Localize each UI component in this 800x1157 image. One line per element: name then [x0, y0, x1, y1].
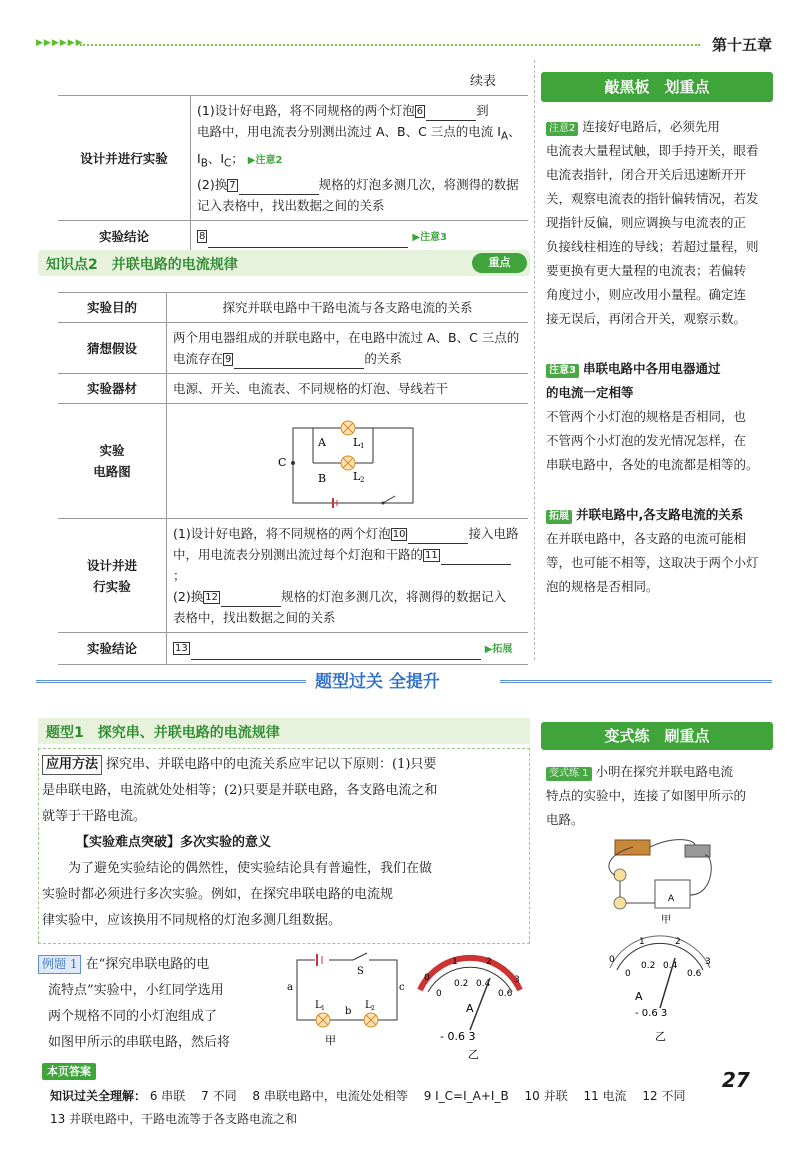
example-tag: 例题 1 [38, 955, 81, 974]
ammeter-dial [410, 950, 530, 1060]
svg-text:甲: 甲 [661, 915, 671, 925]
table-series-continued [58, 95, 528, 253]
svg-text:0.4: 0.4 [663, 961, 678, 971]
note2-tag: 注意2 [546, 122, 578, 136]
svg-text:B: B [318, 472, 327, 485]
svg-text:S: S [357, 966, 364, 977]
table-row [58, 633, 528, 665]
extend-tag: 拓展 [546, 510, 572, 524]
svg-text:0.6: 0.6 [687, 969, 702, 979]
row-content: 8 ▶注意3 [191, 221, 529, 253]
table-row [58, 96, 528, 221]
note2-block: 注意2 连接好电路后，必须先用 电流表大量程试触，即手持开关，眼看 电流表指针，闭合开关后迅速断开开 关，观察电流表的指针偏转情况，若发 现指针反偏，则应调换与电流表的正 负接线柱相连的导线；若超过量程，则 要更换有更大量程的电流表；若偏转 角度过小，则应改用小量程。确定连 接无误后，再闭合开关，观察示数。 [546, 119, 759, 326]
method-tag: 应用方法 [42, 755, 102, 775]
knowledge-title: 知识点2 并联电路的电流规律 [46, 257, 238, 273]
note-link[interactable]: ▶注意3 [412, 232, 448, 243]
svg-text:0: 0 [436, 989, 442, 999]
svg-text:2: 2 [486, 957, 492, 967]
extend-block: 拓展 并联电路中,各支路电流的关系 在并联电路中，各支路的电流可能相 等，也可能不相等，这取决于两个小灯 泡的规格是否相同。 [546, 507, 759, 594]
header-rule [80, 44, 700, 46]
row-content [167, 404, 529, 519]
row-content: 13 ▶拓展 [167, 633, 529, 665]
svg-text:1: 1 [452, 957, 458, 967]
svg-text:1: 1 [639, 937, 645, 947]
answers-line-2: 13 并联电路中，干路电流等于各支路电流之和 [50, 1112, 298, 1126]
svg-text:A: A [466, 1002, 474, 1015]
page-number: 27 [722, 1068, 750, 1092]
svg-text:- 0.6 3: - 0.6 3 [440, 1030, 476, 1043]
row-content: 探究并联电路中干路电流与各支路电流的关系 [167, 293, 529, 323]
svg-text:b: b [345, 1006, 352, 1017]
method-text: 应用方法 探究串、并联电路中的电流关系应牢记以下原则：(1)只要 是串联电路，电流就处处相等；(2)只要是并联电路，各支路电流之和 就等于干路电流。 【实验难点突破】多次实验的意义 为了避免实验结论的偶然性，使实验结论具有普遍性，我们在做 实验时都必须进行多次实验。例如，在探究串联电路的电流规 律实验中，应该换用不同规格的灯泡多测几组数据。 [42, 752, 526, 934]
svg-text:2: 2 [675, 937, 681, 947]
row-label: 实验结论 [58, 633, 167, 665]
table-row [58, 374, 528, 404]
svg-text:0.2: 0.2 [641, 961, 656, 971]
answers-line: 知识过关全理解： 6 串联 7 不同 8 串联电路中，电流处处相等 9 I_C=I_A+I_B 10 并联 11 电流 12 不同 [50, 1089, 686, 1103]
row-label: 实验结论 [58, 221, 191, 253]
note3-tag: 注意3 [546, 364, 579, 378]
svg-text:A: A [668, 894, 675, 904]
row-label: 猜想假设 [58, 323, 167, 374]
svg-text:0.6: 0.6 [498, 989, 513, 999]
table-row [58, 293, 528, 323]
sidebar-header: 敲黑板 划重点 [541, 72, 773, 102]
note3-block: 注意3 串联电路中各用电器通过 的电流一定相等 不管两个小灯泡的规格是否相同，也 不管两个小灯泡的发光情况怎样，在 串联电路中，各处的电流都是相等的。 [546, 361, 759, 472]
table-parallel [58, 292, 528, 665]
column-divider [534, 60, 535, 660]
practice-tag: 变式练 1 [546, 767, 592, 781]
row-label: 设计并进行实验 [58, 96, 191, 221]
svg-text:1: 1 [321, 1005, 325, 1012]
svg-text:L: L [365, 1000, 372, 1011]
practice-header: 变式练 刷重点 [541, 722, 773, 750]
table-row [58, 323, 528, 374]
series-circuit-diagram [285, 948, 405, 1048]
banner-rule-left [36, 680, 306, 683]
svg-text:3: 3 [705, 957, 711, 967]
practice-ammeter-dial [595, 928, 725, 1048]
svg-text:C: C [278, 456, 287, 469]
svg-text:A: A [318, 436, 326, 449]
section-banner: 题型过关 全提升 [315, 672, 440, 692]
svg-text:3: 3 [514, 975, 520, 985]
row-content: (1)设计好电路，将不同规格的两个灯泡 10 接入电路 中，用电流表分别测出流过每个灯泡和干路的 11； (2)换 12 规格的灯泡多测几次，将测得的数据记入 表格中，找出数据之间的关系 [167, 519, 529, 633]
key-badge: 重点 [472, 253, 527, 273]
parallel-circuit-diagram [273, 408, 423, 508]
row-label: 实验 电路图 [58, 404, 167, 519]
svg-text:1: 1 [360, 442, 365, 450]
chapter-title: 第十五章 [711, 36, 772, 54]
row-label: 设计并进 行实验 [58, 519, 167, 633]
answers-tag: 本页答案 [42, 1063, 96, 1080]
row-content: (1)设计好电路，将不同规格的两个灯泡 6 到 电路中，用电流表分别测出流过 A、B、C 三点的电流 $I_A$、 $I_B$、$I_C$； ▶注意2 (2)换 7 规格的灯泡多测几次，将测得的数据 记入表格中，找出数据之间的关系 [191, 96, 529, 221]
svg-text:L: L [353, 436, 361, 449]
banner-rule-right [500, 680, 772, 683]
type-title: 题型1 探究串、并联电路的电流规律 [46, 725, 280, 741]
svg-text:- 0.6 3: - 0.6 3 [635, 1008, 668, 1019]
svg-text:L: L [315, 1000, 322, 1011]
extend-link[interactable]: ▶拓展 [484, 644, 513, 655]
continued-label: 续表 [470, 74, 497, 89]
svg-text:甲: 甲 [325, 1034, 336, 1047]
svg-text:L: L [353, 470, 361, 483]
row-content: 两个用电器组成的并联电路中，在电路中流过 A、B、C 三点的 电流存在 9 的关系 [167, 323, 529, 374]
table-row [58, 404, 528, 519]
table-row [58, 519, 528, 633]
difficulty-title: 【实验难点突破】多次实验的意义 [76, 835, 272, 850]
svg-text:0: 0 [424, 973, 430, 983]
note-link[interactable]: ▶注意2 [247, 154, 283, 166]
practice-text: 变式练 1 小明在探究并联电路电流 特点的实验中，连接了如图甲所示的 电路。 [546, 764, 747, 827]
svg-text:a: a [287, 982, 293, 993]
svg-text:0: 0 [609, 955, 615, 965]
svg-text:0.2: 0.2 [454, 979, 469, 989]
svg-text:A: A [635, 990, 643, 1003]
header-arrows: ▶▶▶▶▶▶ [36, 38, 84, 48]
parallel-circuit-photo [595, 835, 735, 925]
svg-text:c: c [399, 982, 405, 993]
row-content: 电源、开关、电流表、不同规格的灯泡、导线若干 [167, 374, 529, 404]
row-label: 实验器材 [58, 374, 167, 404]
svg-text:2: 2 [360, 476, 365, 484]
row-label: 实验目的 [58, 293, 167, 323]
svg-text:0.4: 0.4 [476, 979, 491, 989]
svg-text:乙: 乙 [468, 1048, 479, 1060]
svg-text:0: 0 [625, 969, 631, 979]
svg-text:乙: 乙 [655, 1030, 666, 1043]
example-text: 例题 1 在“探究串联电路的电 流特点”实验中，小红同学选用 两个规格不同的小灯泡组成了 如图甲所示的串联电路，然后将 [38, 952, 278, 1056]
table-row [58, 221, 528, 253]
svg-text:2: 2 [371, 1005, 375, 1012]
